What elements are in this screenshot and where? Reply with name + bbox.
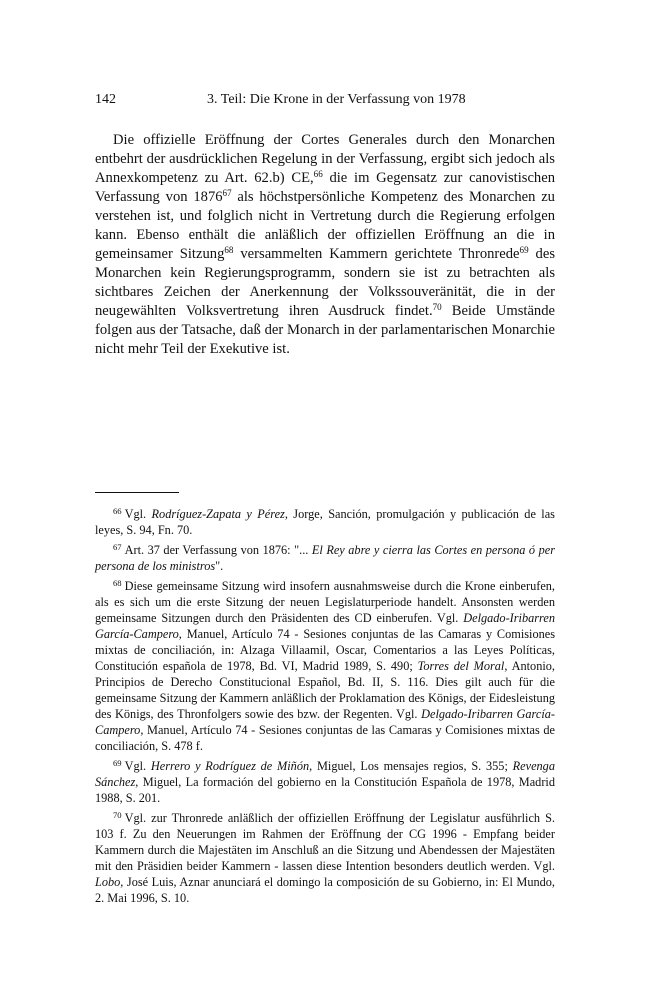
body-text-segment: als höchstpersönliche Kompetenz des Monarchen zu verstehen ist, und folglich nicht in Vertretung durch die Regierung erfolgen kann. Ebenso enthält die anläßlich der offiziellen Eröffnung an die in gemeinsamer Sitzung	[95, 189, 555, 262]
author-name: Lobo	[95, 875, 121, 889]
body-text-segment: versammelten Kammern gerichtete Thronrede	[233, 246, 520, 262]
footnote-number: 67	[113, 542, 122, 553]
author-name: Rodríguez-Zapata y Pérez	[151, 507, 285, 521]
body-text-segment: Die offizielle Eröffnung der Cortes Generales durch den Monarchen entbehrt der ausdrücklichen Regelung in der Verfassung, ergibt sich jedoch als Annexkompetenz zu Art. 62.b) CE,	[95, 132, 555, 186]
footnote-number: 69	[113, 758, 122, 769]
page-number: 142	[95, 92, 116, 107]
footnote-67	[95, 542, 555, 574]
footnote-text: Diese gemeinsame Sitzung wird insofern ausnahmsweise durch die Krone einberufen, als es sich um die erste Sitzung der neuen Legislaturperiode handelt. Ansonsten werden gemeinsame Sitzungen durch den Präsidenten des CD einberufen. Vgl.	[95, 579, 555, 625]
footnote-ref-68[interactable]: 68	[224, 244, 234, 255]
body-text-segment: des Monarchen kein Regierungsprogramm, sondern sie ist zu betrachten als sichtbares Zeichen der Anerkennung der Volkssouveränität, die in der neugewählten Volksvertretung ihren Ausdruck findet.	[95, 246, 556, 319]
author-name: Herrero y Rodríguez de Miñón	[150, 759, 310, 773]
author-name: Delgado-Iribarren García-Campero	[95, 611, 555, 641]
footnote-ref-66[interactable]: 66	[313, 168, 323, 179]
footnote-66	[95, 506, 555, 538]
body-text-segment: die im Gegensatz zur canovistischen Verfassung von 1876	[95, 170, 555, 205]
footnote-ref-70[interactable]: 70	[432, 301, 442, 312]
footnote-text: , José Luis, Aznar anunciará el domingo la composición de su Gobierno, in: El Mundo, 2. Mai 1996, S. 10.	[95, 875, 555, 905]
footnote-text: Vgl.	[124, 507, 152, 521]
footnote-ref-69[interactable]: 69	[519, 244, 529, 255]
footnote-text: , Miguel, La formación del gobierno en la Constitución Española de 1978, Madrid 1988, S. 201.	[95, 775, 555, 805]
footnote-68	[95, 578, 555, 754]
footnote-text: ".	[215, 559, 224, 573]
footnote-ref-67[interactable]: 67	[222, 187, 232, 198]
footnote-number: 66	[113, 506, 122, 517]
quotation: El Rey abre y cierra las Cortes en persona ó per persona de los ministros	[95, 543, 555, 573]
footnote-text: , Jorge, Sanción, promulgación y publicación de las leyes, S. 94, Fn. 70.	[95, 507, 555, 537]
author-name: Revenga Sánchez	[95, 759, 555, 789]
footnote-69	[95, 758, 555, 806]
footnote-text: Vgl. zur Thronrede anläßlich der offiziellen Eröffnung der Legislatur ausführlich S. 103 f. Zu den Neuerungen im Rahmen der Eröffnung der CG 1996 - Empfang beider Kammern durch die Majestäten im Anschluß an die Sitzung und Abendessen der Majestäten mit den Präsidien beider Kammern - lassen diese Intention besonders deutlich werden. Vgl.	[95, 811, 555, 873]
author-name: Delgado-Iribarren García-Campero	[95, 707, 555, 737]
footnote-number: 68	[113, 578, 122, 589]
footnotes	[95, 506, 555, 910]
footnote-text: , Manuel, Artículo 74 - Sesiones conjuntas de las Camaras y Comisiones mixtas de conciliación, in: Alzaga Villaamil, Oscar, Comentarios a las Leyes Políticas, Constitución española de 1978, Bd. VI, Madrid 1989, S. 490;	[95, 627, 555, 673]
body-text-segment: Beide Umstände folgen aus der Tatsache, daß der Monarch in der parlamentarischen Monarchie nicht mehr Teil der Exekutive ist.	[95, 303, 555, 357]
footnote-text: Art. 37 der Verfassung von 1876: "...	[124, 543, 312, 557]
footnote-text: , Antonio, Principios de Derecho Constitucional Español, Bd. II, S. 116. Dies gilt auch für die gemeinsame Sitzung der Kammern anläßlich der Proklamation des Königs, der Eidesleistung des Königs, des Thronfolgers sowie des bzw. der Regenten. Vgl.	[95, 659, 555, 721]
footnote-number: 70	[113, 810, 122, 821]
body-paragraph	[95, 131, 555, 359]
footnote-70	[95, 810, 555, 906]
running-title: 3. Teil: Die Krone in der Verfassung von 1978	[207, 92, 466, 107]
footnote-text: , Miguel, Los mensajes regios, S. 355;	[309, 759, 513, 773]
author-name: Torres del Moral	[417, 659, 505, 673]
footnote-text: Vgl.	[124, 759, 151, 773]
footnote-text: , Manuel, Artículo 74 - Sesiones conjuntas de las Camaras y Comisiones mixtas de conciliación, S. 478 f.	[95, 723, 555, 753]
footnote-separator	[95, 492, 179, 493]
